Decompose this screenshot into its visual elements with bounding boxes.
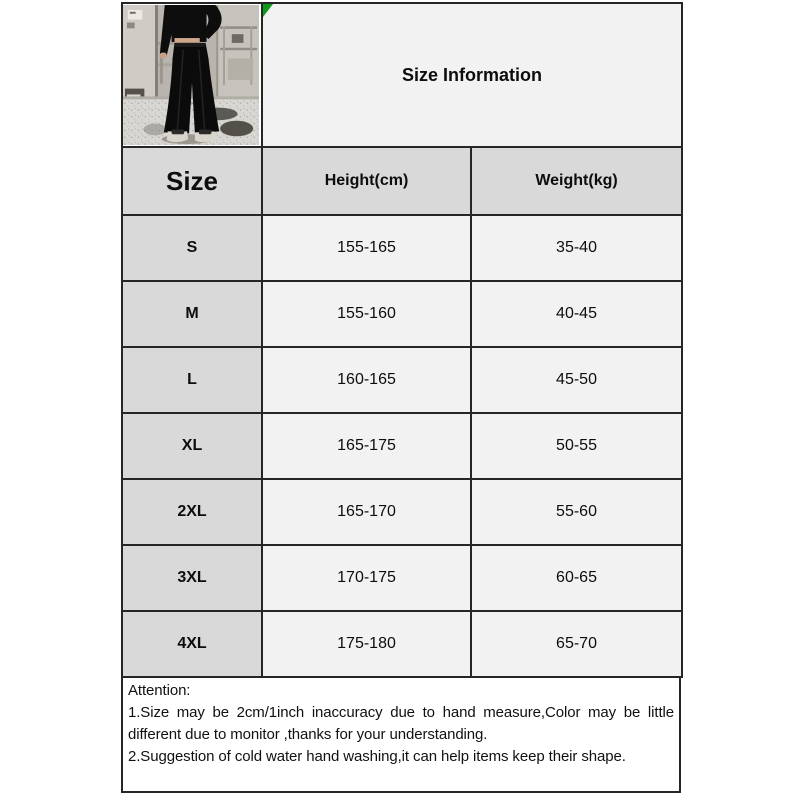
table-row	[122, 479, 682, 545]
attention-note-2: 2.Suggestion of cold water hand washing,it can help items keep their shape.	[128, 748, 626, 766]
size-cell: 2XL	[122, 479, 262, 545]
attention-box	[121, 678, 681, 793]
size-chart-sheet	[121, 2, 681, 793]
height-cell: 165-170	[262, 479, 471, 545]
height-cell: 170-175	[262, 545, 471, 611]
weight-cell: 50-55	[471, 413, 682, 479]
height-cell: 155-165	[262, 215, 471, 281]
column-header-size: Size	[122, 147, 262, 215]
size-cell: XL	[122, 413, 262, 479]
height-cell: 155-160	[262, 281, 471, 347]
weight-cell: 55-60	[471, 479, 682, 545]
column-header-weight: Weight(kg)	[471, 147, 682, 215]
height-cell: 165-175	[262, 413, 471, 479]
attention-heading: Attention:	[128, 682, 191, 699]
attention-note-1: 1.Size may be 2cm/1inch inaccuracy due to hand measure,Color may be little different due to monitor ,thanks for your understanding.	[128, 704, 674, 744]
table-row	[122, 215, 682, 281]
title-cell	[262, 3, 682, 147]
model-photo	[123, 5, 259, 145]
table-row	[122, 347, 682, 413]
weight-cell: 35-40	[471, 215, 682, 281]
column-header-height: Height(cm)	[262, 147, 471, 215]
cell-corner-marker-icon	[263, 4, 273, 17]
size-cell: S	[122, 215, 262, 281]
size-cell: L	[122, 347, 262, 413]
weight-cell: 60-65	[471, 545, 682, 611]
height-cell: 160-165	[262, 347, 471, 413]
size-cell: 4XL	[122, 611, 262, 677]
weight-cell: 65-70	[471, 611, 682, 677]
table-header-row	[122, 147, 682, 215]
page-title: Size Information	[402, 64, 543, 85]
table-row	[122, 281, 682, 347]
table-row	[122, 611, 682, 677]
table-row	[122, 413, 682, 479]
height-cell: 175-180	[262, 611, 471, 677]
weight-cell: 40-45	[471, 281, 682, 347]
size-cell: 3XL	[122, 545, 262, 611]
weight-cell: 45-50	[471, 347, 682, 413]
size-cell: M	[122, 281, 262, 347]
product-photo-cell	[122, 3, 262, 147]
photo-title-row	[122, 3, 682, 147]
table-row	[122, 545, 682, 611]
size-table	[121, 2, 683, 678]
